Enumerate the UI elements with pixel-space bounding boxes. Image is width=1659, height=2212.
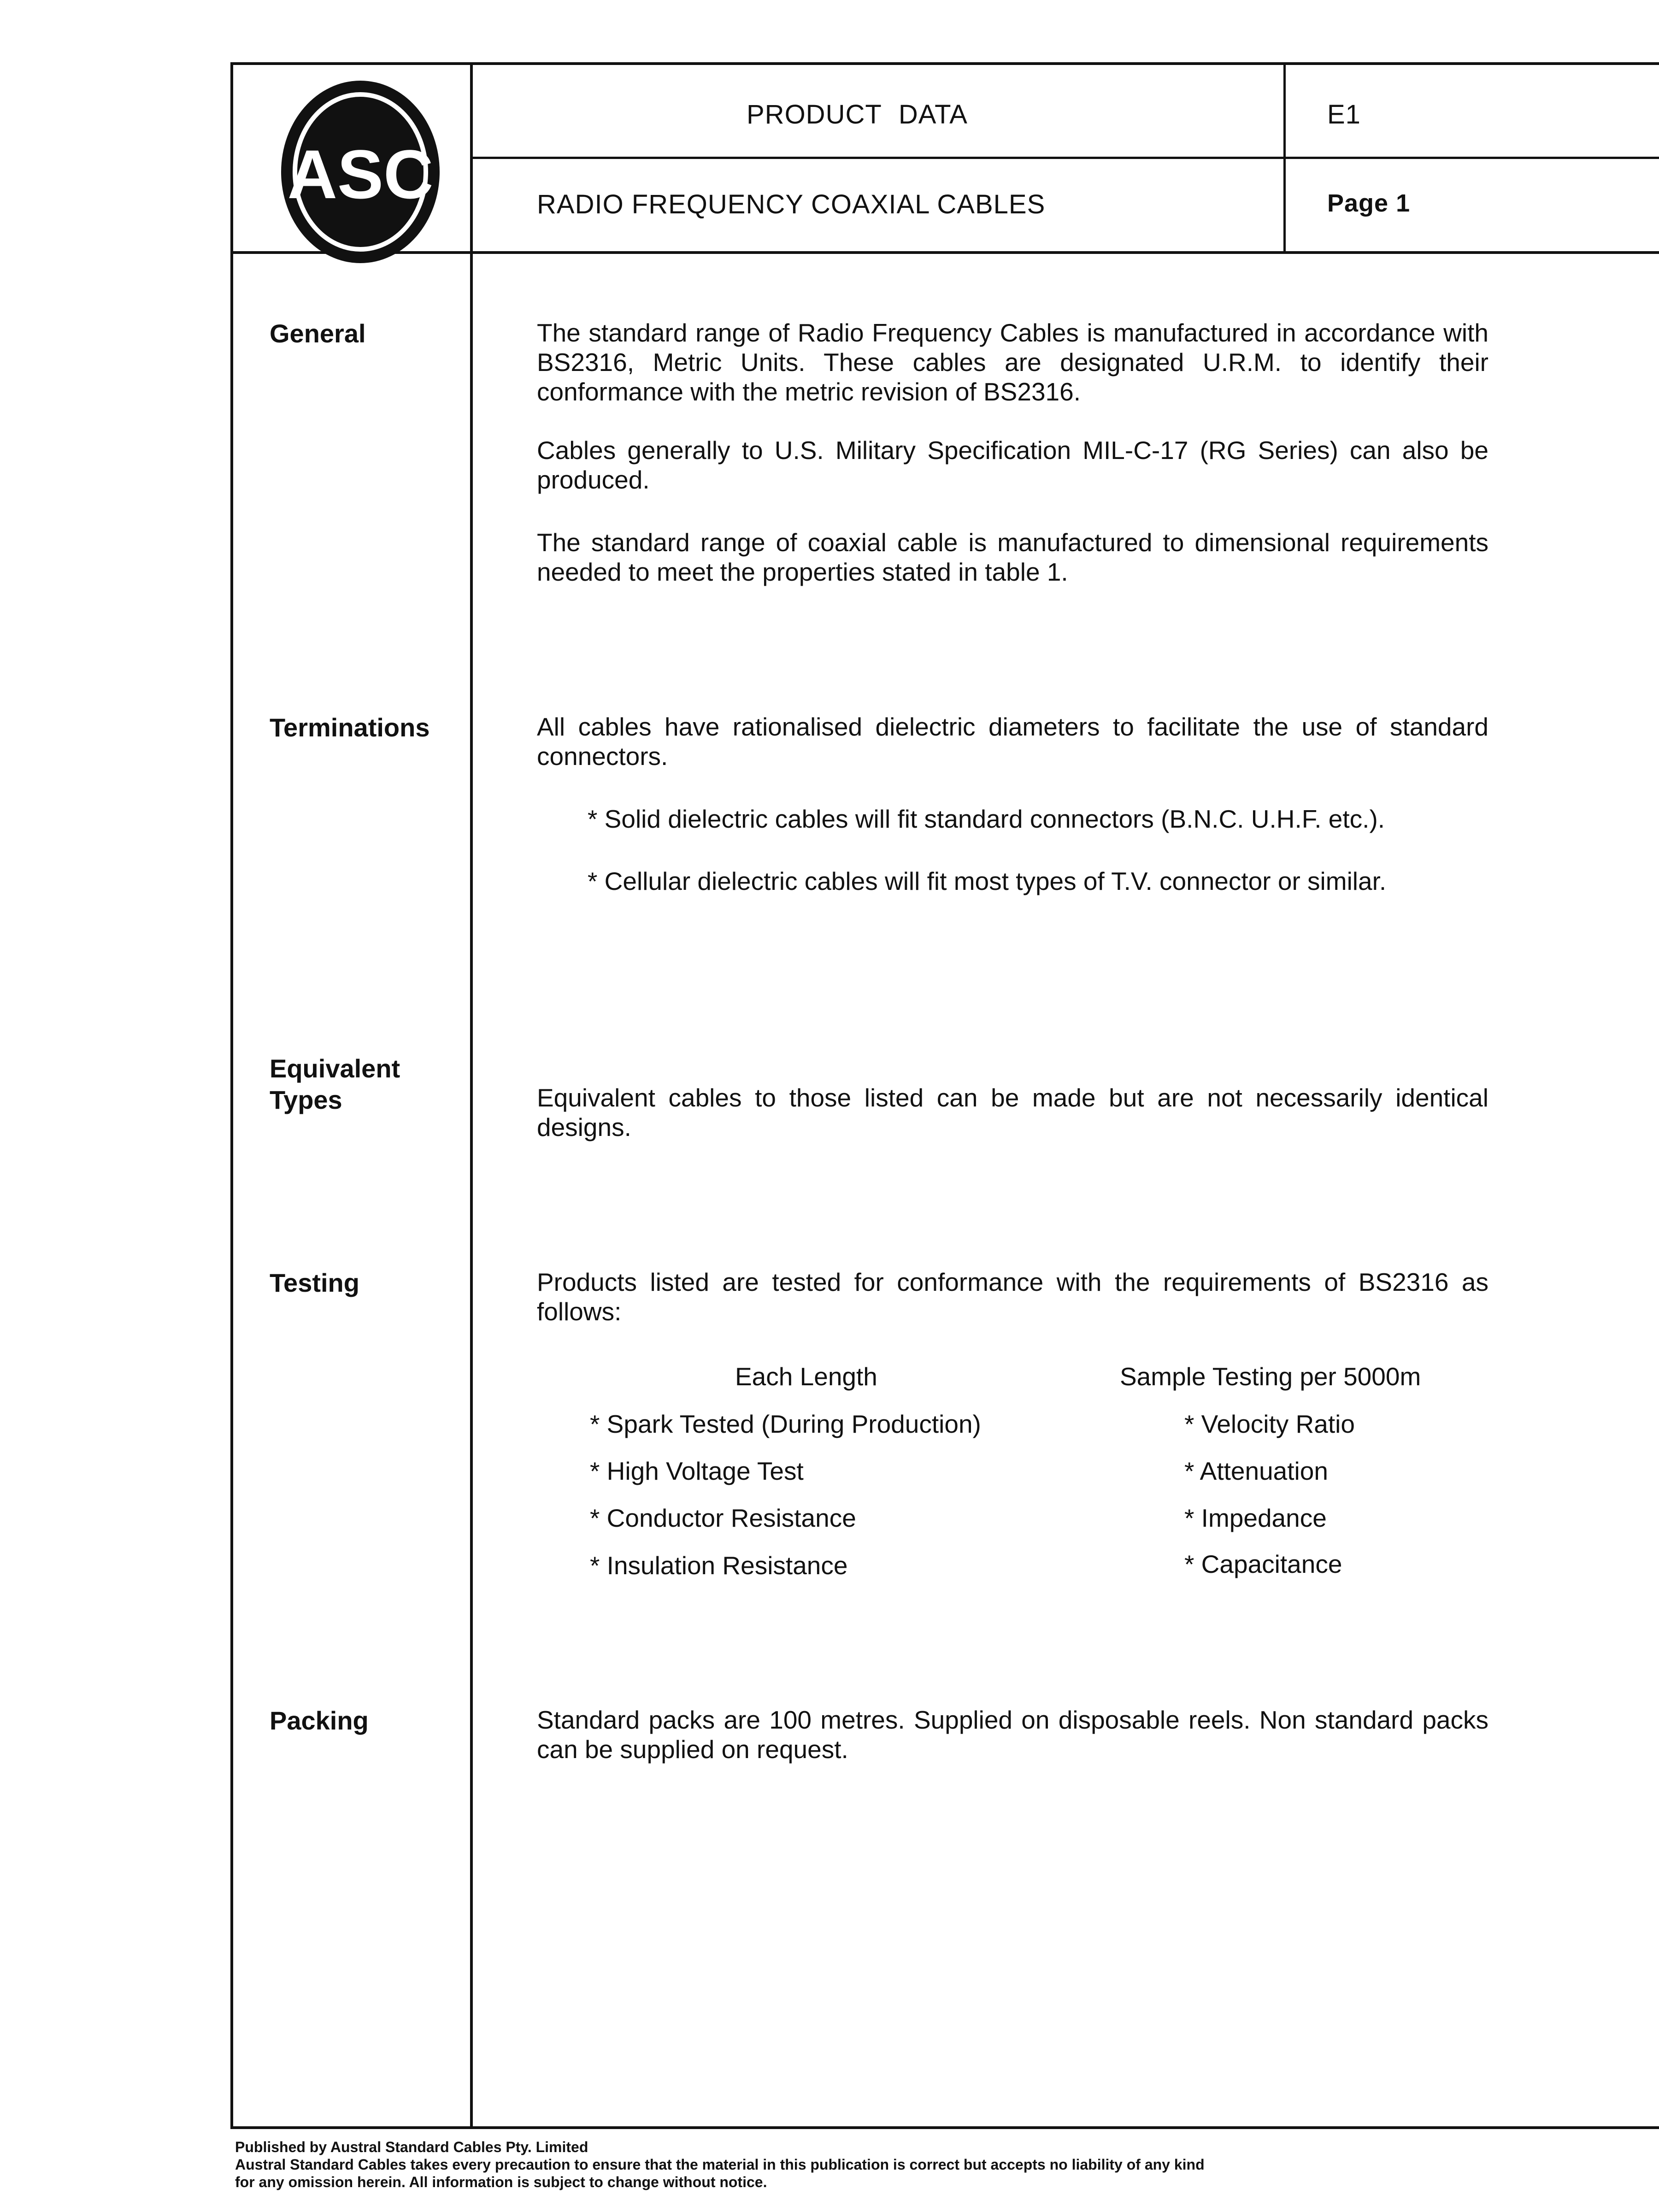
header-mid-rule [470,157,1659,159]
general-paragraph-2: Cables generally to U.S. Military Specification MIL-C-17 (RG Series) can also be produced. [537,436,1488,494]
publication-footer [235,2138,1594,2191]
testing-left-item: * Spark Tested (During Production) [590,1410,981,1438]
testing-right-item: * Attenuation [1184,1457,1328,1485]
general-paragraph-1: The standard range of Radio Frequency Cables is manufactured in accordance with BS2316, Metric Units. These cables are designated U.R.M. to identify their conformance with the metric revision of BS2316. [537,318,1488,406]
section-label-packing: Packing [270,1706,369,1735]
testing-right-item: * Velocity Ratio [1184,1410,1355,1438]
asc-logo [279,77,442,266]
testing-left-item: * Conductor Resistance [590,1504,856,1532]
section-label-testing: Testing [270,1268,359,1297]
terminations-paragraph: All cables have rationalised dielectric diameters to facilitate the use of standard connectors. [537,712,1488,771]
testing-left-item: * High Voltage Test [590,1457,804,1485]
general-paragraph-3: The standard range of coaxial cable is manufactured to dimensional requirements needed to meet the properties stated in table 1. [537,528,1488,586]
footer-disclaimer-line-1: Austral Standard Cables takes every precaution to ensure that the material in this publication is correct but accepts no liability of any kind [235,2156,1205,2173]
section-label-general: General [270,319,366,348]
terminations-bullet-1: * Solid dielectric cables will fit standard connectors (B.N.C. U.H.F. etc.). [588,805,1385,833]
document-subtitle: RADIO FREQUENCY COAXIAL CABLES [537,189,1046,219]
section-label-equivalent: Equivalent [270,1054,400,1083]
document-code: E1 [1327,100,1361,129]
testing-paragraph: Products listed are tested for conformance with the requirements of BS2316 as follows: [537,1268,1488,1326]
packing-paragraph: Standard packs are 100 metres. Supplied on disposable reels. Non standard packs can be supplied on request. [537,1706,1488,1764]
section-label-terminations: Terminations [270,713,430,742]
page-number: Page 1 [1327,189,1411,217]
terminations-bullet-2: * Cellular dielectric cables will fit most types of T.V. connector or similar. [588,867,1387,895]
testing-right-item: * Capacitance [1184,1550,1342,1578]
header-bottom-rule [230,251,1659,254]
logo-text: ASC [287,135,434,213]
left-column-divider [470,62,473,2129]
testing-each-length-heading: Each Length [735,1362,877,1391]
footer-disclaimer-line-2: for any omission herein. All information is subject to change without notice. [235,2174,767,2190]
equivalent-paragraph: Equivalent cables to those listed can be made but are not necessarily identical designs. [537,1083,1488,1141]
testing-left-item: * Insulation Resistance [590,1551,848,1580]
page-title: PRODUCT DATA [747,100,968,129]
testing-right-item: * Impedance [1184,1504,1327,1532]
footer-publisher: Published by Austral Standard Cables Pty. Limited [235,2139,588,2155]
testing-sample-heading: Sample Testing per 5000m [1120,1362,1421,1391]
section-label-types: Types [270,1085,342,1114]
